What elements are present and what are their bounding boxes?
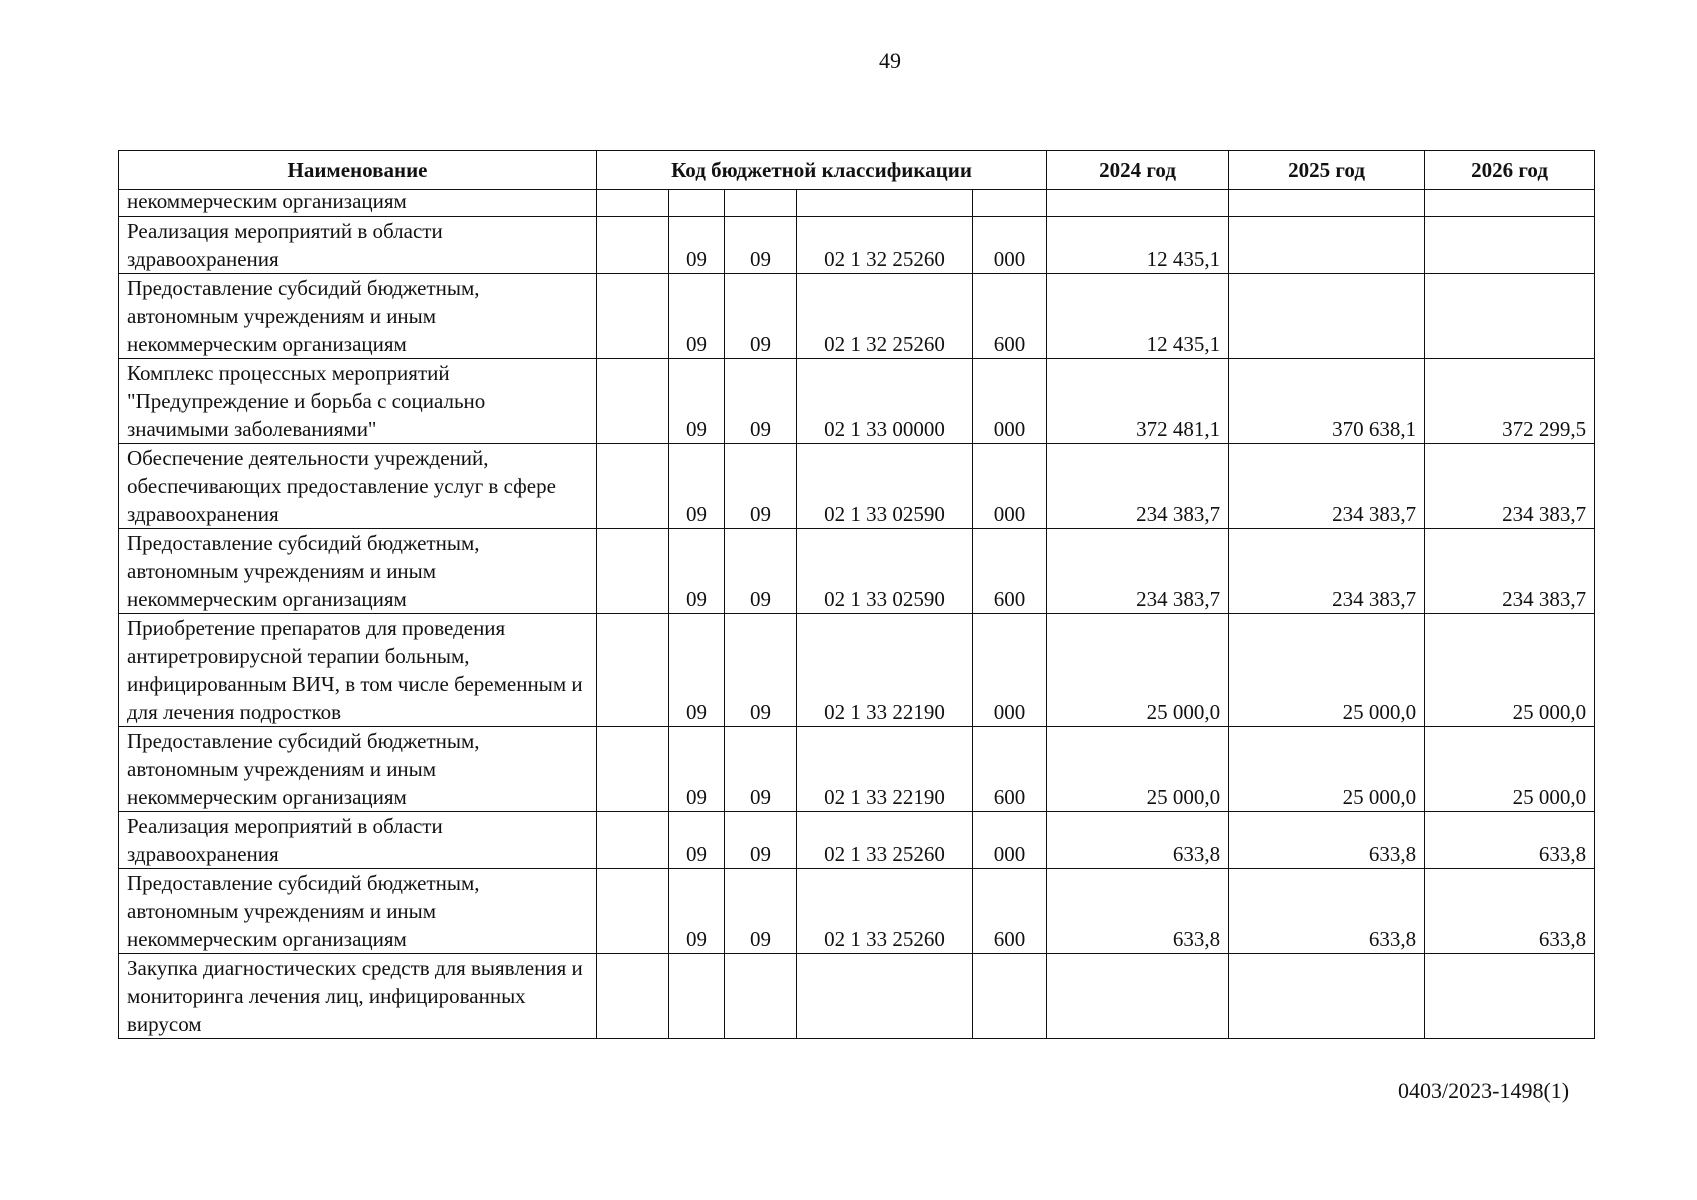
cell-section: [597, 529, 669, 614]
cell-2026: [1425, 274, 1595, 359]
table-row: [119, 529, 1595, 614]
cell-target-article: 02 1 33 25260: [797, 869, 973, 954]
cell-subsection: 09: [725, 217, 797, 274]
cell-chapter: [669, 954, 725, 1039]
cell-chapter: 09: [669, 869, 725, 954]
cell-section: [597, 727, 669, 812]
cell-2026: 633,8: [1425, 812, 1595, 869]
cell-expense-type: 600: [973, 869, 1047, 954]
cell-section: [597, 869, 669, 954]
cell-2024: 12 435,1: [1047, 274, 1229, 359]
cell-2025: 633,8: [1229, 869, 1425, 954]
table-row: [119, 614, 1595, 727]
cell-target-article: [797, 190, 973, 217]
cell-2025: 370 638,1: [1229, 359, 1425, 444]
cell-name: Предоставление субсидий бюджетным, автономным учреждениям и иным некоммерческим организациям: [119, 869, 597, 954]
cell-2024: 372 481,1: [1047, 359, 1229, 444]
table-row: [119, 359, 1595, 444]
table-row: [119, 727, 1595, 812]
cell-chapter: [669, 190, 725, 217]
cell-expense-type: [973, 190, 1047, 217]
header-2024: 2024 год: [1047, 151, 1229, 190]
cell-2026: 234 383,7: [1425, 529, 1595, 614]
budget-table: [118, 150, 1595, 1039]
cell-section: [597, 217, 669, 274]
cell-subsection: [725, 954, 797, 1039]
table-row: [119, 217, 1595, 274]
cell-2024: 234 383,7: [1047, 529, 1229, 614]
cell-expense-type: 000: [973, 444, 1047, 529]
cell-subsection: 09: [725, 444, 797, 529]
cell-subsection: 09: [725, 359, 797, 444]
cell-name: Реализация мероприятий в области здравоохранения: [119, 812, 597, 869]
cell-2024: [1047, 190, 1229, 217]
table-row: [119, 190, 1595, 217]
cell-subsection: 09: [725, 529, 797, 614]
cell-expense-type: 000: [973, 614, 1047, 727]
cell-section: [597, 274, 669, 359]
cell-2025: 234 383,7: [1229, 529, 1425, 614]
cell-section: [597, 614, 669, 727]
cell-2026: 25 000,0: [1425, 727, 1595, 812]
cell-section: [597, 359, 669, 444]
cell-2026: 633,8: [1425, 869, 1595, 954]
cell-2025: [1229, 274, 1425, 359]
cell-subsection: 09: [725, 869, 797, 954]
cell-name: Комплекс процессных мероприятий "Предупреждение и борьба с социально значимыми заболеваниями": [119, 359, 597, 444]
cell-2025: 25 000,0: [1229, 614, 1425, 727]
cell-chapter: 09: [669, 444, 725, 529]
cell-name: Обеспечение деятельности учреждений, обеспечивающих предоставление услуг в сфере здравоохранения: [119, 444, 597, 529]
cell-section: [597, 444, 669, 529]
cell-subsection: 09: [725, 274, 797, 359]
cell-target-article: 02 1 33 02590: [797, 529, 973, 614]
cell-section: [597, 812, 669, 869]
cell-subsection: 09: [725, 812, 797, 869]
cell-target-article: 02 1 33 22190: [797, 727, 973, 812]
cell-expense-type: 600: [973, 274, 1047, 359]
cell-chapter: 09: [669, 274, 725, 359]
table-row: [119, 274, 1595, 359]
cell-2025: 234 383,7: [1229, 444, 1425, 529]
cell-expense-type: 000: [973, 217, 1047, 274]
table-row: [119, 444, 1595, 529]
header-name: Наименование: [119, 151, 597, 190]
cell-expense-type: 000: [973, 812, 1047, 869]
table-header-row: [119, 151, 1595, 190]
cell-2026: [1425, 954, 1595, 1039]
cell-2024: [1047, 954, 1229, 1039]
cell-2024: 25 000,0: [1047, 727, 1229, 812]
cell-section: [597, 190, 669, 217]
cell-2026: 234 383,7: [1425, 444, 1595, 529]
cell-name: Реализация мероприятий в области здравоохранения: [119, 217, 597, 274]
cell-name: некоммерческим организациям: [119, 190, 597, 217]
cell-2025: [1229, 954, 1425, 1039]
table-row: [119, 812, 1595, 869]
cell-name: Предоставление субсидий бюджетным, автономным учреждениям и иным некоммерческим организациям: [119, 529, 597, 614]
header-2025: 2025 год: [1229, 151, 1425, 190]
cell-subsection: 09: [725, 727, 797, 812]
table-row: [119, 869, 1595, 954]
cell-expense-type: [973, 954, 1047, 1039]
cell-subsection: 09: [725, 614, 797, 727]
cell-target-article: 02 1 33 02590: [797, 444, 973, 529]
cell-2024: 633,8: [1047, 869, 1229, 954]
cell-expense-type: 000: [973, 359, 1047, 444]
cell-2025: 25 000,0: [1229, 727, 1425, 812]
cell-name: Предоставление субсидий бюджетным, автономным учреждениям и иным некоммерческим организациям: [119, 274, 597, 359]
header-code: Код бюджетной классификации: [597, 151, 1047, 190]
cell-2025: [1229, 190, 1425, 217]
cell-target-article: 02 1 32 25260: [797, 217, 973, 274]
cell-2026: [1425, 190, 1595, 217]
cell-chapter: 09: [669, 529, 725, 614]
cell-target-article: 02 1 33 25260: [797, 812, 973, 869]
cell-chapter: 09: [669, 614, 725, 727]
cell-chapter: 09: [669, 727, 725, 812]
cell-target-article: [797, 954, 973, 1039]
header-2026: 2026 год: [1425, 151, 1595, 190]
cell-2026: 25 000,0: [1425, 614, 1595, 727]
cell-chapter: 09: [669, 359, 725, 444]
cell-chapter: 09: [669, 812, 725, 869]
table-row: [119, 954, 1595, 1039]
cell-subsection: [725, 190, 797, 217]
cell-2024: 12 435,1: [1047, 217, 1229, 274]
cell-2025: 633,8: [1229, 812, 1425, 869]
cell-expense-type: 600: [973, 727, 1047, 812]
cell-2026: [1425, 217, 1595, 274]
cell-name: Предоставление субсидий бюджетным, автономным учреждениям и иным некоммерческим организациям: [119, 727, 597, 812]
cell-target-article: 02 1 33 22190: [797, 614, 973, 727]
cell-2025: [1229, 217, 1425, 274]
document-number: 0403/2023-1498(1): [1398, 1078, 1570, 1103]
cell-expense-type: 600: [973, 529, 1047, 614]
cell-section: [597, 954, 669, 1039]
table-body: [119, 190, 1595, 1039]
cell-target-article: 02 1 33 00000: [797, 359, 973, 444]
page-number: 49: [879, 48, 901, 73]
cell-name: Закупка диагностических средств для выявления и мониторинга лечения лиц, инфицированных вирусом: [119, 954, 597, 1039]
cell-2024: 25 000,0: [1047, 614, 1229, 727]
cell-target-article: 02 1 32 25260: [797, 274, 973, 359]
cell-2026: 372 299,5: [1425, 359, 1595, 444]
cell-2024: 234 383,7: [1047, 444, 1229, 529]
cell-2024: 633,8: [1047, 812, 1229, 869]
cell-chapter: 09: [669, 217, 725, 274]
cell-name: Приобретение препаратов для проведения антиретровирусной терапии больным, инфицированным ВИЧ, в том числе беременным и для лечения подростков: [119, 614, 597, 727]
